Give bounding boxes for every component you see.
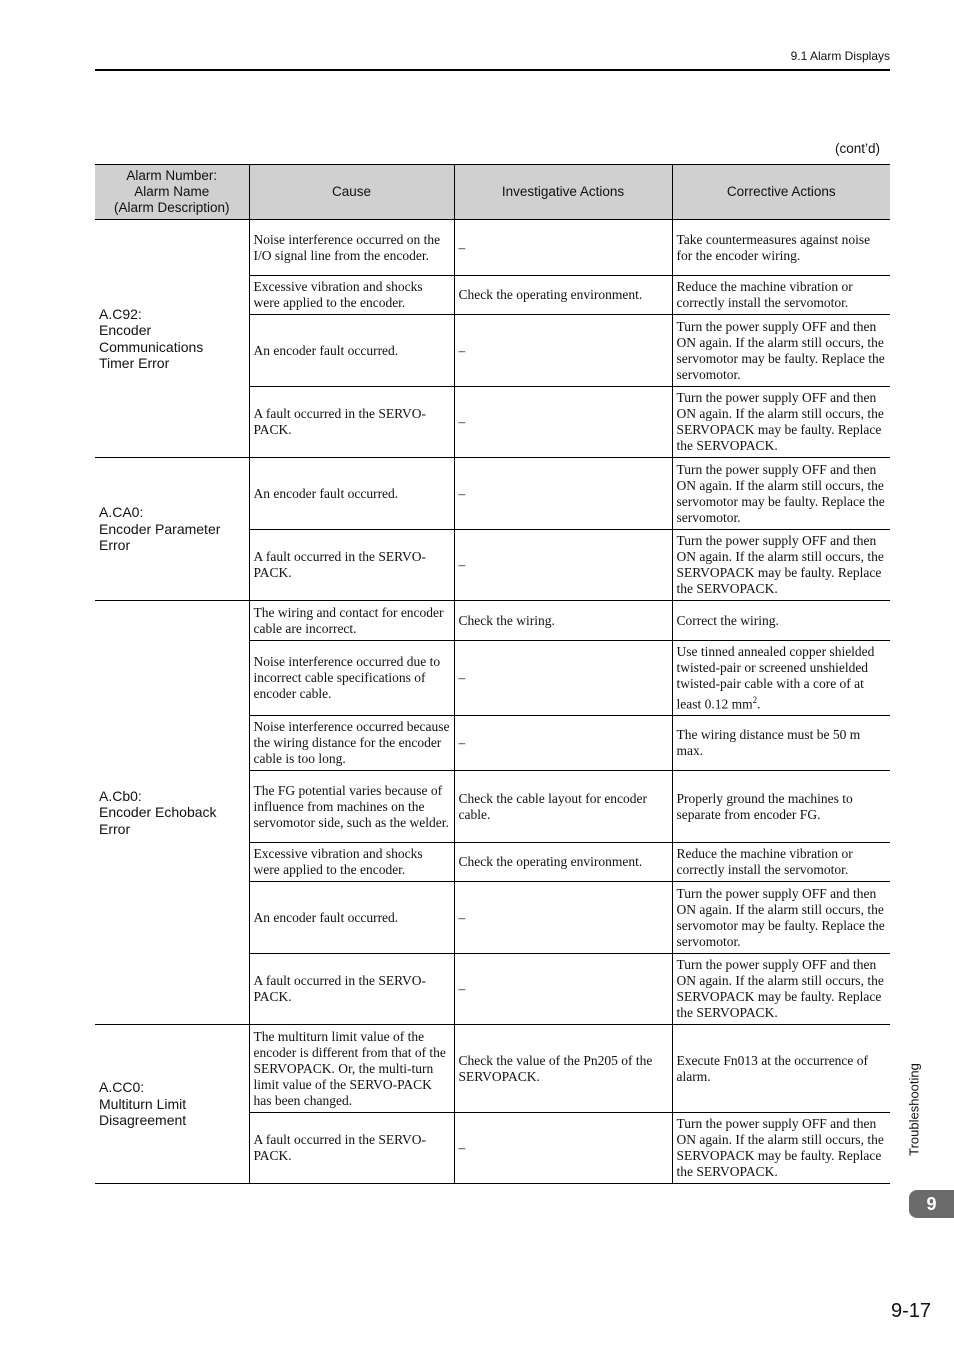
investigative-cell: Check the operating environment. [454,843,672,882]
corrective-cell: Reduce the machine vibration or correctly install the servomotor. [672,276,890,315]
corrective-cell: Reduce the machine vibration or correctly install the servomotor. [672,843,890,882]
alarm-cell-c92: A.C92: Encoder Communications Timer Error [95,220,249,458]
investigative-cell: – [454,458,672,530]
chapter-tab: 9 [909,1190,954,1218]
alarm-cell-cb0: A.Cb0: Encoder Echoback Error [95,601,249,1025]
cause-cell: The FG potential varies because of influence from machines on the servomotor side, such as the welder. [249,771,454,843]
cause-cell: A fault occurred in the SERVO-PACK. [249,1113,454,1184]
investigative-cell: Check the cable layout for encoder cable. [454,771,672,843]
corrective-cell: Turn the power supply OFF and then ON again. If the alarm still occurs, the servomotor may be faulty. Replace the servomotor. [672,315,890,387]
chapter-side-label-text: Troubleshooting [906,1063,922,1156]
corrective-cell: Turn the power supply OFF and then ON again. If the alarm still occurs, the SERVOPACK may be faulty. Replace the SERVOPACK. [672,954,890,1025]
investigative-cell: – [454,387,672,458]
corrective-cell: Turn the power supply OFF and then ON again. If the alarm still occurs, the SERVOPACK may be faulty. Replace the SERVOPACK. [672,530,890,601]
investigative-cell: – [454,954,672,1025]
header-investigative-actions: Investigative Actions [454,165,672,220]
cause-cell: An encoder fault occurred. [249,315,454,387]
investigative-cell: Check the operating environment. [454,276,672,315]
investigative-cell: – [454,882,672,954]
section-header: 9.1 Alarm Displays [790,49,890,63]
cause-cell: A fault occurred in the SERVO-PACK. [249,387,454,458]
chapter-side-label [904,1060,924,1165]
header-cause: Cause [249,165,454,220]
cause-cell: Noise interference occurred due to incorrect cable specifications of encoder cable. [249,641,454,716]
corrective-cell: Turn the power supply OFF and then ON again. If the alarm still occurs, the servomotor may be faulty. Replace the servomotor. [672,458,890,530]
investigative-cell: Check the wiring. [454,601,672,641]
investigative-cell: – [454,716,672,771]
header-corrective-actions: Corrective Actions [672,165,890,220]
corrective-cell: The wiring distance must be 50 m max. [672,716,890,771]
cause-cell: The wiring and contact for encoder cable are incorrect. [249,601,454,641]
header-rule [95,69,890,71]
cause-cell: An encoder fault occurred. [249,882,454,954]
cause-cell: A fault occurred in the SERVO-PACK. [249,530,454,601]
cause-cell: Noise interference occurred because the wiring distance for the encoder cable is too long. [249,716,454,771]
table-row [95,220,890,276]
table-header-row [95,165,890,220]
investigative-cell: – [454,1113,672,1184]
superscript: 2 [752,694,758,705]
table-row [95,601,890,641]
cause-cell: Excessive vibration and shocks were applied to the encoder. [249,843,454,882]
continued-label: (cont’d) [835,141,881,156]
table-row [95,1025,890,1113]
investigative-cell: – [454,315,672,387]
corrective-text-tail: . [757,696,761,712]
corrective-cell: Turn the power supply OFF and then ON again. If the alarm still occurs, the SERVOPACK may be faulty. Replace the SERVOPACK. [672,387,890,458]
alarm-cell-ca0: A.CA0: Encoder Parameter Error [95,458,249,601]
cause-cell: Noise interference occurred on the I/O signal line from the encoder. [249,220,454,276]
corrective-cell: Correct the wiring. [672,601,890,641]
corrective-cell [672,641,890,716]
cause-cell: A fault occurred in the SERVO-PACK. [249,954,454,1025]
cause-cell: Excessive vibration and shocks were applied to the encoder. [249,276,454,315]
investigative-cell: – [454,641,672,716]
corrective-cell: Take countermeasures against noise for the encoder wiring. [672,220,890,276]
alarm-cell-cc0: A.CC0: Multiturn Limit Disagreement [95,1025,249,1184]
investigative-cell: – [454,530,672,601]
corrective-cell: Turn the power supply OFF and then ON again. If the alarm still occurs, the servomotor may be faulty. Replace the servomotor. [672,882,890,954]
table-row [95,458,890,530]
corrective-cell: Turn the power supply OFF and then ON again. If the alarm still occurs, the SERVOPACK may be faulty. Replace the SERVOPACK. [672,1113,890,1184]
corrective-text: Use tinned annealed copper shielded twisted-pair or screened unshielded twisted-pair cable with a core of at least 0.12 mm [676,643,875,712]
alarm-table [95,164,890,1184]
page-number: 9-17 [890,1300,931,1322]
cause-cell: An encoder fault occurred. [249,458,454,530]
corrective-cell: Execute Fn013 at the occurrence of alarm. [672,1025,890,1113]
corrective-cell: Properly ground the machines to separate from encoder FG. [672,771,890,843]
header-alarm-number: Alarm Number: Alarm Name (Alarm Description) [95,165,249,220]
investigative-cell: – [454,220,672,276]
cause-cell: The multiturn limit value of the encoder is different from that of the SERVOPACK. Or, the multi-turn limit value of the SERVO-PACK has been changed. [249,1025,454,1113]
investigative-cell: Check the value of the Pn205 of the SERVOPACK. [454,1025,672,1113]
